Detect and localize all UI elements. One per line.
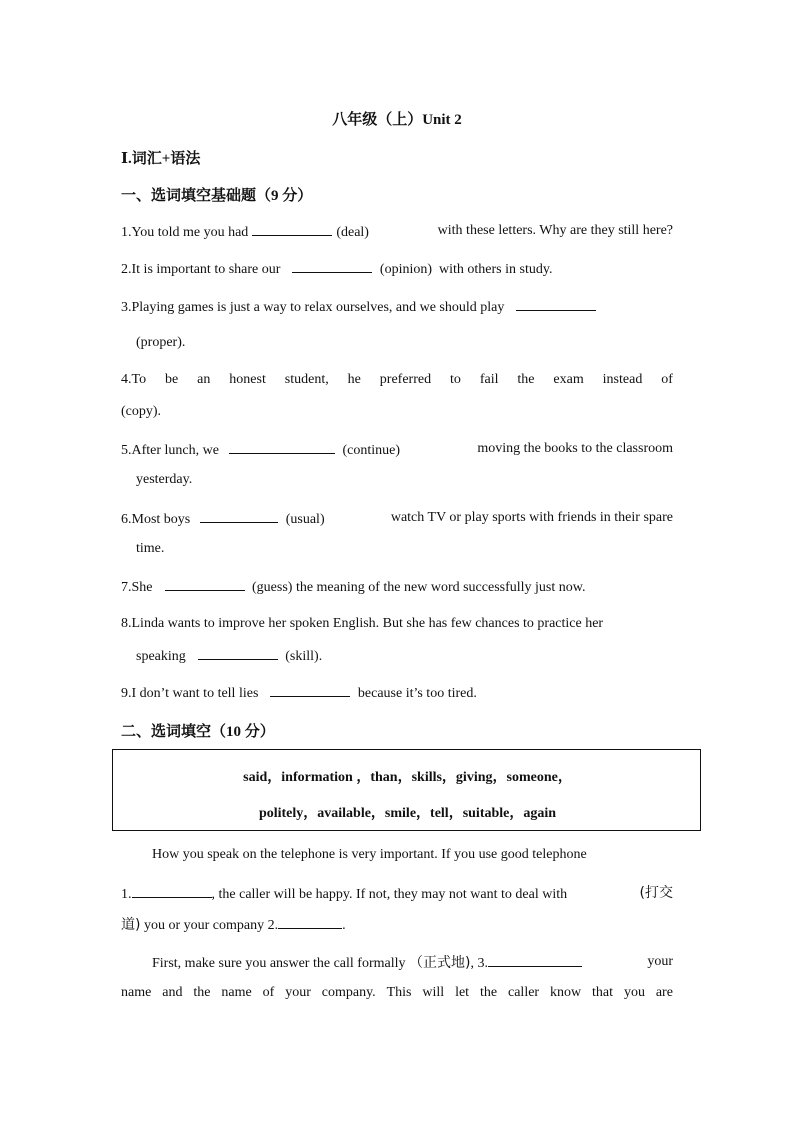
question-4-cont: (copy). (121, 404, 162, 419)
passage-blank-1[interactable] (132, 883, 212, 898)
answer-blank-2[interactable] (292, 258, 372, 273)
part1-heading: 一、选词填空基础题（9 分） (121, 188, 313, 204)
question-3: 3.Playing games is just a way to relax ourselves, and we should play (121, 296, 673, 318)
question-8-cont: speaking (skill). (136, 645, 673, 667)
passage-line-3: 道) you or your company 2. . (121, 914, 673, 936)
passage-line-5: name and the name of your company. This will let the caller know that you are (121, 985, 673, 1000)
passage-blank-3[interactable] (488, 952, 582, 967)
passage-line-2: 1. , the caller will be happy. If not, they may not want to deal with (打交 (121, 885, 673, 902)
answer-blank-8[interactable] (198, 645, 278, 660)
question-7: 7.She (guess) the meaning of the new word successfully just now. (121, 576, 673, 598)
answer-blank-7[interactable] (165, 576, 245, 591)
passage-blank-2[interactable] (278, 914, 342, 929)
answer-blank-6[interactable] (200, 508, 278, 523)
passage-line-1: How you speak on the telephone is very important. If you use good telephone (152, 847, 587, 862)
word-bank-box (112, 749, 701, 831)
question-2: 2.It is important to share our (opinion) with others in study. (121, 258, 673, 280)
question-4: 4.To be an honest student, he preferred to fail the exam instead of (121, 372, 673, 387)
question-5: 5.After lunch, we (continue) moving the books to the classroom (121, 441, 673, 458)
part2-heading: 二、选词填空（10 分） (121, 724, 275, 740)
question-5-cont: yesterday. (136, 472, 193, 487)
question-9: 9.I don’t want to tell lies because it’s too tired. (121, 682, 673, 704)
word-bank-line-2: politely，available，smile，tell，suitable，again (258, 806, 557, 821)
question-6-cont: time. (136, 541, 165, 556)
word-bank-line-1: said，information ，than，skills，giving，someone， (243, 770, 572, 785)
passage-line-4: First, make sure you answer the call formally （正式地), 3. your (152, 954, 673, 971)
question-6: 6.Most boys (usual) watch TV or play sports with friends in their spare (121, 510, 673, 527)
section-heading: Ⅰ.词汇+语法 (121, 151, 201, 167)
page-title: 八年级（上）Unit 2 (332, 112, 462, 128)
answer-blank-5[interactable] (229, 439, 335, 454)
answer-blank-1[interactable] (252, 221, 332, 236)
answer-blank-3[interactable] (516, 296, 596, 311)
answer-blank-9[interactable] (270, 682, 350, 697)
question-1: 1.You told me you had (deal) with these letters. Why are they still here? (121, 223, 673, 240)
question-8: 8.Linda wants to improve her spoken English. But she has few chances to practice her (121, 616, 604, 631)
question-3-cont: (proper). (136, 335, 186, 350)
